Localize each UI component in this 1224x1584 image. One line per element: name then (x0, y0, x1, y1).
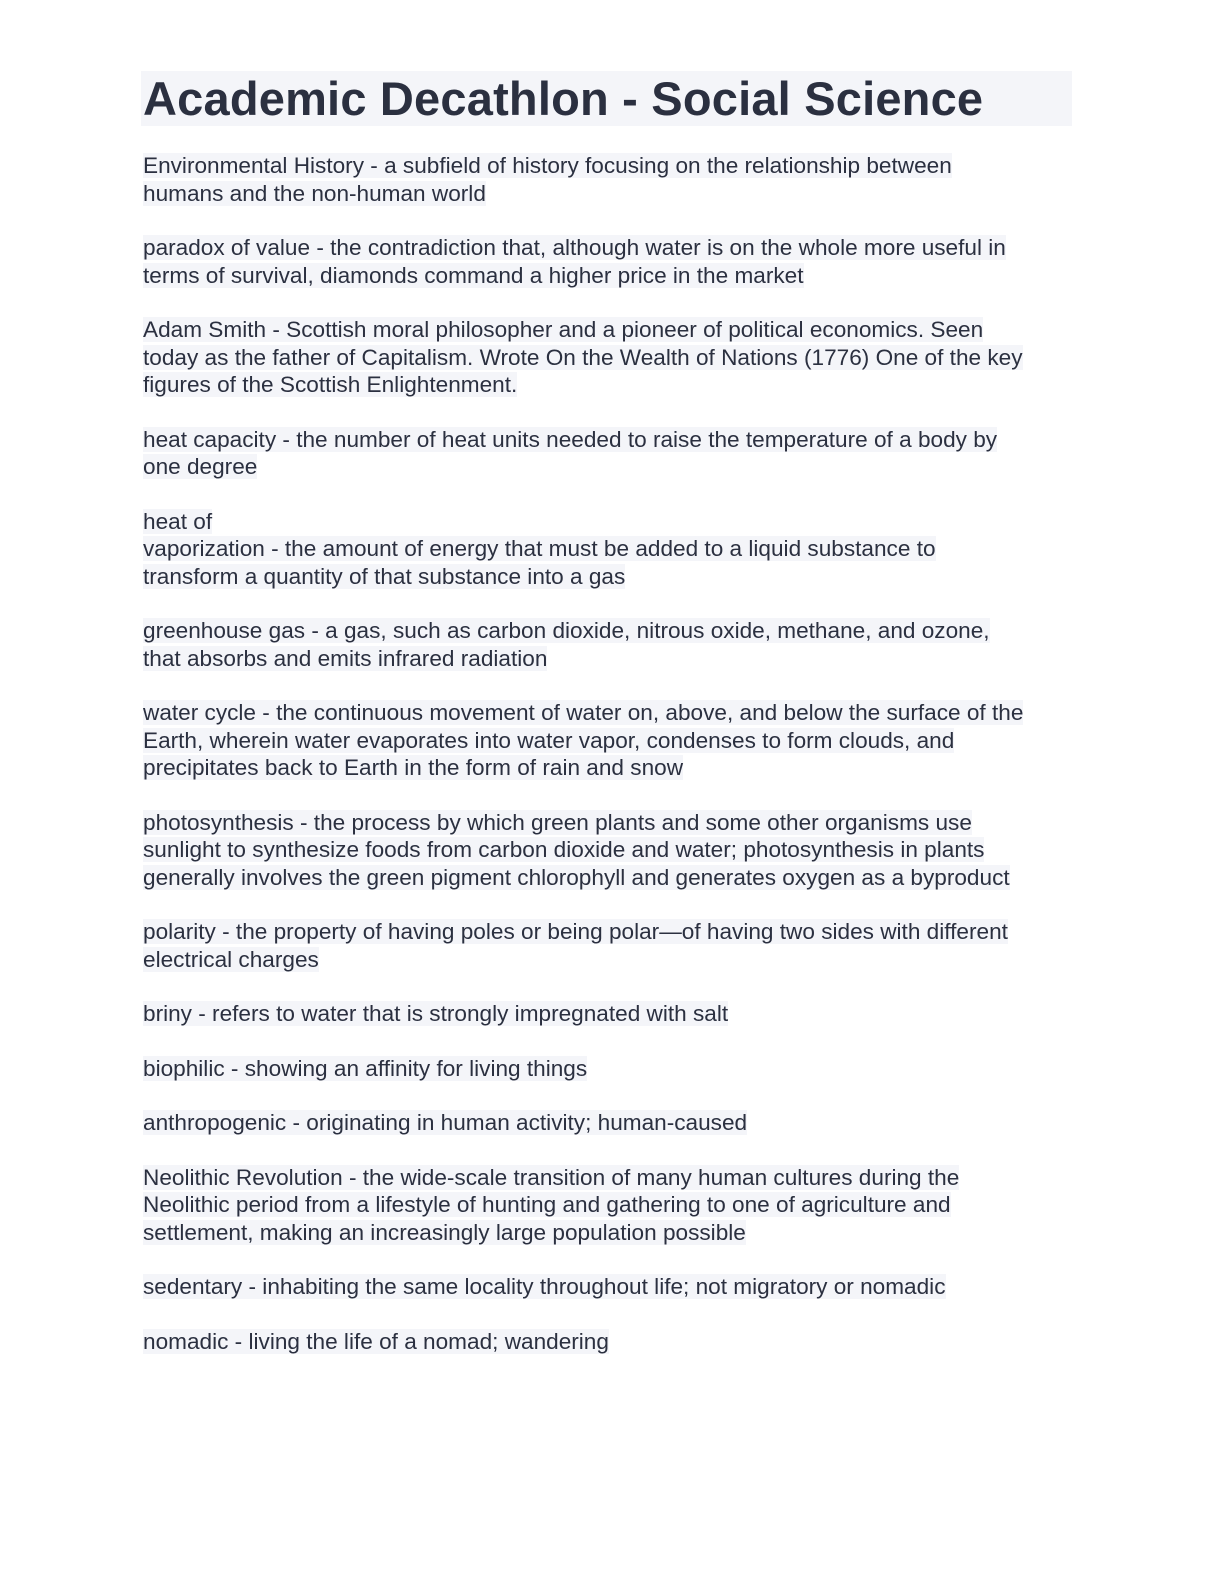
entry-text: Neolithic Revolution - the wide-scale transition of many human cultures during the Neolithic period from a lifestyle of hunting and gathering to one of agriculture and settlement, making an increasingly large population possible (143, 1164, 960, 1245)
entry-text: nomadic - living the life of a nomad; wandering (143, 1328, 609, 1354)
entry-text: anthropogenic - originating in human activity; human-caused (143, 1110, 748, 1135)
glossary-entry (143, 1164, 1072, 1247)
entry-text: water cycle - the continuous movement of water on, above, and below the surface of the Earth, wherein water evaporates into water vapor, condenses to form clouds, and precipitates back to Earth in the form of rain and snow (143, 700, 1024, 780)
glossary-entry (143, 809, 1072, 892)
entry-text: briny - refers to water that is strongly impregnated with salt (143, 1001, 729, 1026)
entry-text: polarity - the property of having poles or being polar—of having two sides with different electrical charges (143, 919, 1008, 972)
glossary-entry (143, 508, 1072, 591)
entry-text: sedentary - inhabiting the same locality throughout life; not migratory or nomadic (143, 1274, 946, 1299)
entry-text: heat capacity - the number of heat units needed to raise the temperature of a body by one degree (143, 426, 998, 479)
glossary-entry (143, 1328, 1072, 1356)
glossary-entry (143, 1273, 1072, 1301)
glossary-entry (143, 617, 1072, 672)
entry-text: photosynthesis - the process by which green plants and some other organisms use sunlight to synthesize foods from carbon dioxide and water; photosynthesis in plants generally involves the green pigment chlorophyll and generates oxygen as a byproduct (143, 809, 1010, 890)
page-title: Academic Decathlon - Social Science (141, 71, 1072, 126)
glossary-entry (143, 316, 1072, 399)
glossary-entry (143, 426, 1072, 481)
glossary-entry (143, 152, 1072, 207)
glossary-entry (143, 1055, 1072, 1083)
glossary-entry (143, 234, 1072, 289)
glossary-entry (143, 1000, 1072, 1028)
entry-text: biophilic - showing an affinity for living things (143, 1055, 588, 1081)
entry-text: Environmental History - a subfield of history focusing on the relationship between humans and the non-human world (143, 153, 952, 206)
entry-text: Adam Smith - Scottish moral philosopher and a pioneer of political economics. Seen today as the father of Capitalism. Wrote On the Wealth of Nations (1776) One of the key figures of the Scottish Enlightenment. (143, 317, 1023, 397)
glossary-entry (143, 918, 1072, 973)
glossary-entry (143, 699, 1072, 782)
entry-text: paradox of value - the contradiction that, although water is on the whole more useful in terms of survival, diamonds command a higher price in the market (143, 235, 1006, 288)
document-page (141, 71, 1072, 1382)
entry-text: heat of vaporization - the amount of energy that must be added to a liquid substance to transform a quantity of that substance into a gas (143, 508, 936, 589)
glossary-entry (143, 1109, 1072, 1137)
entry-text: greenhouse gas - a gas, such as carbon dioxide, nitrous oxide, methane, and ozone, that absorbs and emits infrared radiation (143, 618, 990, 671)
